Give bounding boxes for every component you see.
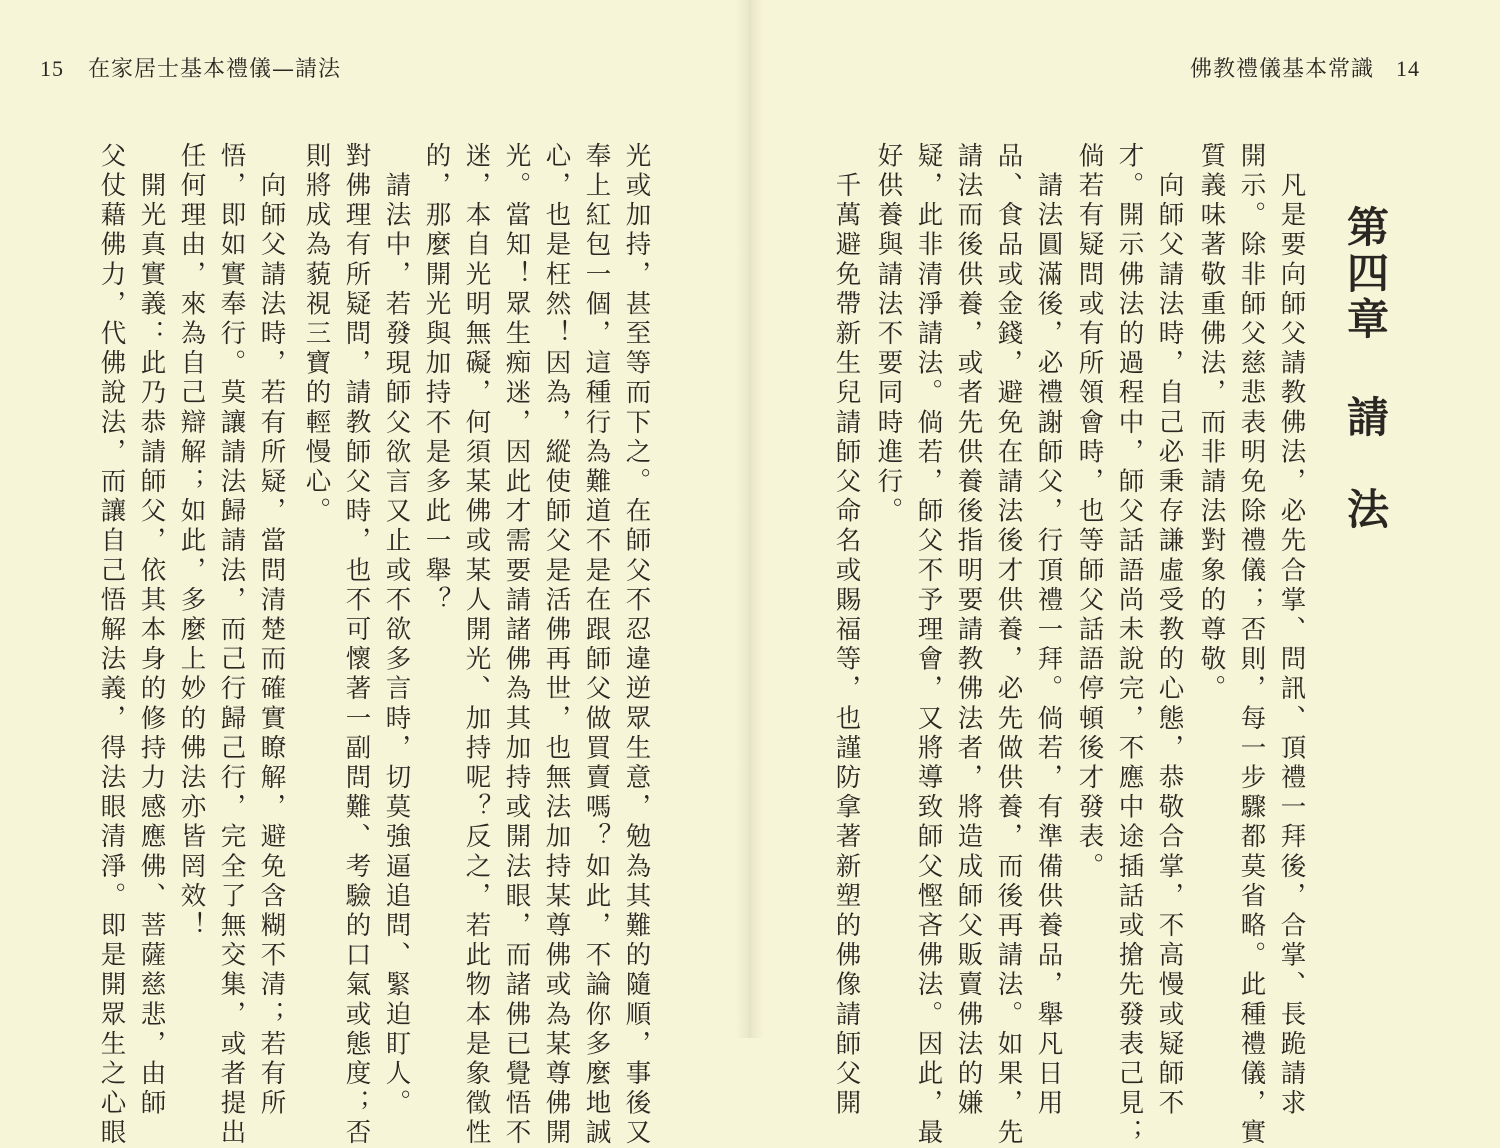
text-column: 開光真實義：此乃恭請師父，依其本身的修持力感應佛、菩薩慈悲，由師 [136,142,167,1119]
left-running-head [40,52,341,83]
chapter-title: 請 法 [1341,395,1390,533]
text-column: 千萬避免帶新生兒請師父命名或賜福等，也謹防拿著新塑的佛像請師父開 [831,142,862,1119]
text-column: 悟，即如實奉行。莫讓請法歸請法，而己行歸己行，完全了無交集，或者提出 [216,142,247,1148]
text-column: 倘若有疑問或有所領會時，也等師父話語停頓後才發表。 [1074,142,1105,882]
text-column: 品、食品或金錢，避免在請法後才供養，必先做供養，而後再請法。如果，先 [993,142,1024,1148]
text-column: 凡是要向師父請教佛法，必先合掌、問訊、頂禮一拜後，合掌、長跪請求 [1276,142,1307,1119]
text-column: 父仗藉佛力，代佛說法，而讓自己悟解法義，得法眼清淨。即是開眾生之心眼 [96,142,127,1148]
text-column: 向師父請法時，若有所疑，當問清楚而確實瞭解，避免含糊不清；若有所 [256,142,287,1119]
text-column: 對佛理有所疑問，請教師父時，也不可懷著一副問難、考驗的口氣或態度；否 [341,142,372,1148]
text-column: 向師父請法時，自己必秉存謙虛受教的心態，恭敬合掌，不高慢或疑師不 [1154,142,1185,1119]
text-column: 奉上紅包一個，這種行為難道不是在跟師父做買賣嗎？如此，不論你多麼地誠 [581,142,612,1148]
text-column: 才。開示佛法的過程中，師父話語尚未說完，不應中途插話或搶先發表己見； [1114,142,1145,1148]
text-column: 的，那麼開光與加持不是多此一舉？ [421,142,452,616]
text-column: 任何理由，來為自己辯解；如此，多麼上妙的佛法亦皆罔效！ [176,142,207,942]
text-column: 質義味著敬重佛法，而非請法對象的尊敬。 [1196,142,1227,705]
text-column: 光或加持，甚至等而下之。在師父不忍違逆眾生意，勉為其難的隨順，事後又 [621,142,652,1148]
text-column: 迷，本自光明無礙，何須某佛或某人開光、加持呢？反之，若此物本是象徵性 [461,142,492,1148]
text-column: 心，也是枉然！因為，縱使師父是活佛再世，也無法加持某尊佛或為某尊佛開 [541,142,572,1148]
right-page [750,0,1500,1148]
right-page-number: 14 [1396,56,1420,81]
text-column: 請法中，若發現師父欲言又止或不欲多言時，切莫強逼追問、緊迫盯人。 [381,142,412,1119]
right-running-head-text: 佛教禮儀基本常識 [1189,57,1374,82]
text-column: 則將成為藐視三寶的輕慢心。 [301,142,332,527]
text-column: 請法而後供養，或者先供養後指明要請教佛法者，將造成師父販賣佛法的嫌 [953,142,984,1119]
text-column: 疑，此非清淨請法。倘若，師父不予理會，又將導致師父慳吝佛法。因此，最 [913,142,944,1148]
right-running-head [1190,52,1420,83]
text-column: 光。當知！眾生痴迷，因此才需要請諸佛為其加持或開法眼，而諸佛已覺悟不 [501,142,532,1148]
left-running-head-text: 在家居士基本禮儀—請法 [88,57,342,82]
chapter-heading [1335,205,1395,533]
chapter-label: 第四章 [1341,205,1390,343]
text-column: 開示。除非師父慈悲表明免除禮儀；否則，每一步驟都莫省略。此種禮儀，實 [1236,142,1267,1148]
text-column: 好供養與請法不要同時進行。 [873,142,904,527]
left-page-number: 15 [40,56,64,81]
text-column: 請法圓滿後，必禮謝師父，行頂禮一拜。倘若，有準備供養品，舉凡日用 [1033,142,1064,1119]
